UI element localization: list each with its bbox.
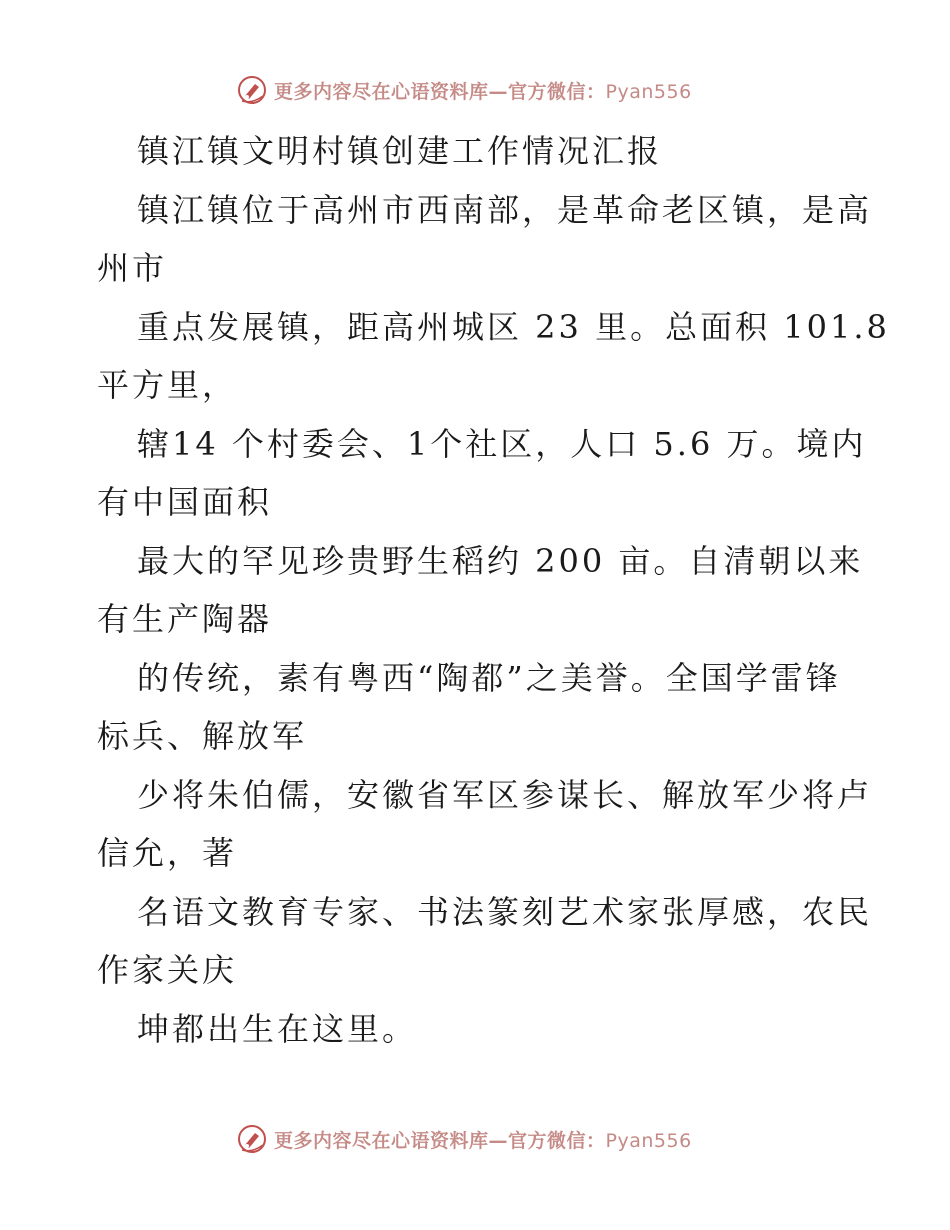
text-line: 平方里， (97, 366, 238, 404)
text-line: 州市 (97, 249, 168, 287)
text-line: 少将朱伯儒，安徽省军区参谋长、解放军少将卢 (137, 775, 873, 814)
text-line: 坤都出生在这里。 (137, 1009, 418, 1048)
watermark-text: 更多内容尽在心语资料库—官方微信：Pyan556 (274, 80, 692, 103)
text-line: 辖14 个村委会、1个社区，人口 5.6 万。境内 (137, 424, 867, 463)
text-line: 重点发展镇，距高州城区 23 里。总面积 101.8 (137, 307, 890, 346)
footer-watermark (236, 1122, 692, 1156)
text-line: 作家关庆 (97, 951, 238, 989)
watermark-wechat-id: Pyan556 (605, 80, 692, 103)
text-line: 最大的罕见珍贵野生稻约 200 亩。自清朝以来 (137, 541, 864, 580)
header-watermark (236, 73, 692, 107)
pen-nib-logo-icon (236, 74, 268, 106)
pen-nib-logo-icon (236, 1123, 268, 1155)
document-body (97, 122, 890, 1058)
text-line: 镇江镇位于高州市西南部，是革命老区镇，是高 (137, 190, 873, 229)
text-line: 有生产陶器 (97, 600, 273, 638)
text-line: 镇江镇文明村镇创建工作情况汇报 (137, 132, 663, 170)
watermark-text: 更多内容尽在心语资料库—官方微信：Pyan556 (274, 1129, 692, 1152)
text-line: 标兵、解放军 (97, 717, 308, 755)
watermark-wechat-id: Pyan556 (605, 1129, 692, 1152)
text-line: 有中国面积 (97, 483, 273, 521)
text-line: 的传统，素有粤西“陶都”之美誉。全国学雷锋 (137, 658, 841, 697)
text-line: 信允，著 (97, 834, 238, 872)
text-line: 名语文教育专家、书法篆刻艺术家张厚感，农民 (137, 892, 873, 931)
